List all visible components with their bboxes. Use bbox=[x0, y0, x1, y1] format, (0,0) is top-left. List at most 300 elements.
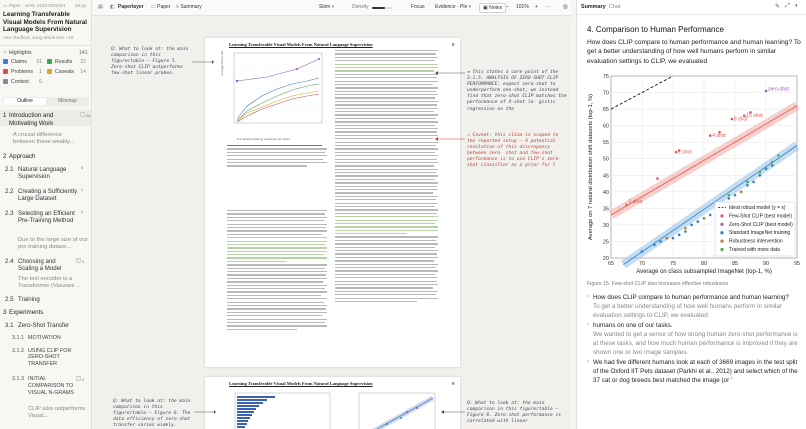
summary-button[interactable] bbox=[176, 4, 202, 10]
text-line bbox=[335, 108, 438, 109]
bullet-detail: We wanted to get a sense of how strong human zero-shot performance is at these tasks, and how much human performance is improved if they are shown one or two image samples. bbox=[593, 331, 798, 356]
legend-label: Standard ImageNet training bbox=[729, 230, 791, 237]
outline-num: 1 bbox=[3, 112, 7, 119]
pdf-page-9 bbox=[205, 377, 460, 429]
figure-15-chart bbox=[585, 72, 803, 279]
text-line bbox=[227, 319, 327, 320]
text-line bbox=[335, 213, 437, 214]
highlight-filter-count: 1 bbox=[39, 69, 42, 75]
right-column-text bbox=[335, 50, 438, 304]
tab-chat[interactable]: Chat bbox=[609, 4, 621, 10]
text-line bbox=[335, 97, 435, 98]
highlighted-line[interactable] bbox=[227, 254, 324, 255]
text-line bbox=[227, 285, 327, 286]
outline-num: 2.3 bbox=[5, 210, 14, 217]
x-tick-label: 75 bbox=[669, 261, 677, 267]
text-line bbox=[335, 274, 435, 275]
bullet-icon: › bbox=[587, 358, 590, 365]
text-line bbox=[335, 182, 438, 183]
summary-panel bbox=[576, 0, 806, 429]
legend-label: Robustness intervention bbox=[729, 238, 783, 245]
outline-item-motivation[interactable]: MOTIVATION bbox=[28, 335, 61, 341]
divider bbox=[0, 45, 92, 46]
y-tick-label: 65 bbox=[602, 107, 609, 114]
highlight-filter-claims[interactable] bbox=[3, 59, 45, 67]
badge-group bbox=[76, 258, 84, 264]
bullet-detail: To get a better understanding of how well humans perform in similar evaluation settings to CLIP, we evaluated bbox=[593, 303, 783, 319]
page-number: 8 bbox=[452, 42, 455, 47]
x-axis-label: Average on class subsampled ImageNet (top-1, %) bbox=[636, 269, 772, 275]
text-line bbox=[335, 175, 438, 176]
outline-item-ngrams[interactable]: INITIAL COMPARISON TO VISUAL N-GRAMS bbox=[28, 376, 74, 397]
text-line bbox=[227, 210, 327, 211]
section-intro: How does CLIP compare to human performance and human learning? To get a better understanding of how well humans perform in similar evaluation settings to CLIP, we evaluated bbox=[587, 39, 801, 65]
data-point bbox=[672, 237, 675, 240]
evidence-button[interactable] bbox=[435, 4, 471, 10]
flag-icon bbox=[80, 112, 85, 117]
bullet-icon: › bbox=[587, 321, 590, 328]
legend-marker bbox=[720, 240, 723, 243]
text-line bbox=[335, 145, 436, 146]
highlighted-line[interactable] bbox=[335, 233, 407, 234]
point-label: zero-shot bbox=[768, 86, 789, 93]
list-icon: ≡ bbox=[176, 4, 179, 10]
tab-minimap[interactable]: Minimap bbox=[58, 98, 77, 104]
outline-item-natural-language[interactable]: Natural Language Supervision bbox=[18, 166, 67, 181]
color-swatch bbox=[3, 69, 8, 74]
figure-5-plot bbox=[227, 51, 327, 137]
text-line bbox=[227, 152, 325, 153]
text-line bbox=[227, 159, 323, 160]
text-line bbox=[227, 329, 297, 330]
color-swatch bbox=[47, 59, 52, 64]
text-line bbox=[335, 114, 438, 115]
notes-label: Notes bbox=[489, 5, 503, 11]
text-line bbox=[335, 301, 417, 302]
density-slider[interactable] bbox=[372, 7, 392, 9]
annotation-claim[interactable]: ★ This states a core point of the 3.1.5. ANALYSIS OF ZERO-SHOT CLIP PERFORMANCE: expect zero-shot to underperform one-shot, we instead find that zero-shot CLIP matches the performance of 4-shot lo- gistic regression on the bbox=[467, 70, 567, 112]
x-tick-label: 90 bbox=[762, 261, 770, 267]
text-line bbox=[335, 138, 433, 139]
data-point bbox=[728, 194, 731, 197]
text-line bbox=[227, 264, 327, 265]
text-line bbox=[227, 234, 322, 235]
y-tick-label: 30 bbox=[602, 222, 609, 229]
logo-icon: ◧ bbox=[110, 4, 115, 10]
color-swatch bbox=[47, 69, 52, 74]
annotation-question[interactable]: Q: What to look at: the main comparison in this figure/table — Figure 6. The data efficiency of zero-shot transfer varies widely. bbox=[113, 399, 191, 429]
text-line bbox=[335, 192, 433, 193]
outline-num: 3.1.2 bbox=[12, 348, 24, 354]
data-point bbox=[765, 167, 768, 170]
highlight-filter-count: 31 bbox=[36, 59, 42, 65]
left-column-text bbox=[227, 210, 327, 332]
text-line bbox=[335, 87, 438, 88]
reader-toolbar bbox=[93, 0, 571, 16]
text-line bbox=[227, 305, 327, 306]
data-point bbox=[728, 197, 731, 200]
sidebar-tabs bbox=[3, 97, 89, 106]
x-tick-label: 65 bbox=[607, 261, 615, 267]
data-point bbox=[759, 171, 762, 174]
more-button[interactable]: ··· bbox=[545, 4, 550, 10]
text-line bbox=[335, 159, 437, 160]
data-point bbox=[709, 214, 712, 217]
highlights-label: Highlights bbox=[8, 50, 32, 56]
divider bbox=[577, 14, 806, 15]
bullet-title: We had five different humans look at each of 3669 images in the test split of the Oxford IIT Pets dataset (Parkhi et al., 2012) and select which of the 37 cat or dog breeds best matched the image (or ' bbox=[593, 359, 798, 384]
annotation-arrow bbox=[435, 68, 465, 78]
outline-desc: The text encoder is a Transformer (Vaswani ... bbox=[18, 276, 81, 290]
data-point bbox=[709, 134, 712, 137]
list-item[interactable] bbox=[587, 293, 802, 320]
outline-num: 2 bbox=[3, 153, 7, 160]
y-tick-label: 35 bbox=[602, 206, 609, 213]
text-line bbox=[335, 118, 436, 119]
edit-icon[interactable]: ✎ bbox=[775, 4, 781, 10]
data-point bbox=[703, 217, 706, 220]
text-line bbox=[335, 131, 437, 132]
text-line bbox=[335, 169, 438, 170]
text-line bbox=[227, 227, 326, 228]
text-line bbox=[335, 298, 438, 299]
outline-item-introduction[interactable]: Introduction and Motivating Work bbox=[9, 112, 54, 127]
outline-item-pretraining[interactable]: Selecting an Efficient Pre-Training Method bbox=[18, 210, 75, 225]
data-point bbox=[777, 154, 780, 157]
expand-icon[interactable]: ⤢ bbox=[785, 3, 790, 9]
legend-marker bbox=[720, 231, 723, 234]
text-line bbox=[335, 179, 435, 180]
outline-num: 3.1 bbox=[5, 322, 14, 329]
list-item[interactable] bbox=[587, 358, 802, 385]
annotation-question[interactable]: Q: What to look at: the main comparison in this figure/table — Figure 5. Zero-shot CLIP outperforms few-shot linear probes. bbox=[111, 47, 189, 77]
highlighted-line[interactable] bbox=[335, 216, 438, 217]
density-slider-fill bbox=[372, 7, 385, 9]
legend-label: Trained with more data bbox=[729, 247, 780, 253]
highlights-count: 141 bbox=[79, 50, 88, 56]
y-tick-label: 60 bbox=[602, 123, 609, 130]
highlighted-line[interactable] bbox=[227, 251, 327, 252]
text-line bbox=[335, 253, 437, 254]
point-label: 2 shot bbox=[678, 149, 692, 156]
text-line bbox=[335, 125, 435, 126]
text-line bbox=[335, 162, 438, 163]
pdf-reader[interactable] bbox=[93, 17, 571, 429]
text-line bbox=[335, 257, 438, 258]
tab-summary[interactable]: Summary bbox=[581, 4, 606, 10]
text-line bbox=[335, 243, 438, 244]
list-item[interactable] bbox=[587, 321, 802, 357]
page-count: 48 pp bbox=[75, 3, 87, 8]
legend-marker bbox=[720, 214, 723, 217]
text-line bbox=[335, 260, 434, 261]
y-tick-label: 25 bbox=[602, 239, 609, 246]
point-label: 16 shot bbox=[746, 113, 763, 120]
text-line bbox=[227, 315, 322, 316]
y-tick-label: 50 bbox=[602, 156, 609, 163]
pdf-page-8 bbox=[205, 38, 460, 367]
breadcrumb[interactable]: ▭ Paper · arXiv 2103.00020v1 bbox=[3, 3, 66, 8]
text-line bbox=[335, 294, 436, 295]
highlighted-line[interactable] bbox=[227, 257, 327, 258]
figure-6-bars bbox=[227, 390, 337, 429]
text-line bbox=[335, 250, 438, 251]
y-tick-label: 70 bbox=[602, 90, 609, 97]
outline-badge: 24 bbox=[86, 114, 90, 118]
text-line bbox=[335, 196, 438, 197]
evidence-label: Evidence · Pin bbox=[435, 4, 468, 10]
text-line bbox=[227, 155, 327, 156]
notes-icon: ▣ bbox=[483, 5, 488, 11]
x-tick-label: 80 bbox=[700, 261, 708, 267]
text-line bbox=[227, 281, 323, 282]
zoom-out-button[interactable]: – bbox=[506, 4, 509, 10]
paper-title: Learning Transferable Visual Models From Natural Language Supervision bbox=[3, 11, 88, 34]
data-point bbox=[771, 164, 774, 167]
annotation-caveat[interactable]: ⚠ Caveat: this claim is scoped to the reported setup — A potential resolution of this discrepancy between zero- shot and few-shot performance is to use CLIP's zero- shot classifier as a prior for t bbox=[467, 133, 562, 169]
text-line bbox=[227, 308, 326, 309]
legend-label: Ideal robust model (y = x) bbox=[729, 205, 786, 211]
text-line bbox=[335, 74, 438, 75]
highlighted-line[interactable] bbox=[335, 220, 438, 221]
text-line bbox=[227, 298, 327, 299]
legend-marker bbox=[720, 248, 723, 251]
text-line bbox=[335, 291, 438, 292]
text-line bbox=[335, 57, 438, 58]
text-line bbox=[335, 172, 436, 173]
x-tick-label: 85 bbox=[731, 261, 739, 267]
highlight-filter-count: 22 bbox=[80, 59, 86, 65]
outline-item-scaling[interactable]: Choosing and Scaling a Model bbox=[18, 258, 62, 273]
highlight-filter-label: Problems bbox=[11, 69, 33, 75]
highlight-filter-count: 6 bbox=[39, 79, 42, 85]
breadcrumb-root[interactable]: Paper bbox=[8, 3, 21, 8]
text-line bbox=[335, 264, 438, 265]
text-line bbox=[335, 236, 438, 237]
data-point bbox=[641, 250, 644, 253]
sidebar-toggle-icon[interactable]: ▤ bbox=[98, 4, 103, 10]
text-line bbox=[227, 288, 325, 289]
text-line bbox=[227, 325, 327, 326]
focus-button[interactable]: Focus bbox=[411, 4, 425, 10]
tab-outline[interactable]: Outline bbox=[4, 98, 46, 105]
badge-group bbox=[76, 376, 84, 382]
data-point bbox=[666, 237, 669, 240]
data-point bbox=[690, 224, 693, 227]
highlighted-line[interactable] bbox=[335, 226, 438, 227]
skim-label: Skim bbox=[319, 4, 331, 10]
y-tick-label: 40 bbox=[602, 189, 609, 196]
point-label: 4 shot bbox=[712, 132, 726, 139]
data-point bbox=[656, 177, 659, 180]
outline-badge: 2 bbox=[81, 210, 83, 214]
outline-item-using-clip[interactable]: USING CLIP FOR ZERO-SHOT TRANSFER bbox=[28, 348, 72, 367]
y-axis-label: Average on 7 natural distribution shift datasets (top-1, %) bbox=[588, 93, 594, 241]
paper-button[interactable] bbox=[151, 4, 170, 10]
text-line bbox=[227, 165, 307, 166]
outline-badge: 5 bbox=[81, 166, 83, 170]
text-line bbox=[335, 111, 434, 112]
text-line bbox=[335, 284, 438, 285]
text-line bbox=[335, 270, 438, 271]
text-line bbox=[227, 162, 327, 163]
data-point bbox=[759, 174, 762, 177]
outline-num: 3.1.3 bbox=[12, 376, 24, 382]
text-line bbox=[335, 155, 438, 156]
text-line bbox=[227, 230, 327, 231]
data-point bbox=[771, 161, 774, 164]
text-line bbox=[335, 267, 436, 268]
text-line bbox=[335, 60, 435, 61]
chevron-down-icon: ▾ bbox=[468, 4, 472, 10]
highlighted-line[interactable] bbox=[335, 67, 438, 68]
data-point bbox=[746, 184, 749, 187]
text-line bbox=[335, 152, 435, 153]
y-tick-label: 55 bbox=[602, 140, 609, 147]
skim-button[interactable] bbox=[319, 4, 334, 10]
outline-num: 2.5 bbox=[5, 296, 14, 303]
data-point bbox=[731, 118, 734, 121]
text-line bbox=[335, 209, 438, 210]
document-icon: ▭ bbox=[3, 3, 8, 8]
flag-icon bbox=[76, 376, 81, 381]
outline-num: 3 bbox=[3, 309, 7, 316]
highlight-filter-context[interactable] bbox=[3, 79, 45, 87]
summary-list bbox=[587, 293, 802, 385]
text-line bbox=[227, 291, 327, 292]
text-line bbox=[227, 271, 327, 272]
text-line bbox=[335, 277, 438, 278]
y-tick-label: 20 bbox=[602, 256, 609, 262]
highlighted-line[interactable] bbox=[227, 244, 325, 245]
highlight-filter-results[interactable] bbox=[47, 59, 89, 67]
text-line bbox=[335, 281, 437, 282]
highlighted-line[interactable] bbox=[335, 230, 438, 231]
text-line bbox=[335, 287, 433, 288]
data-point bbox=[678, 234, 681, 237]
text-line bbox=[335, 142, 438, 143]
outline-item-dataset[interactable]: Creating a Sufficiently Large Dataset bbox=[18, 188, 78, 203]
left-sidebar bbox=[0, 0, 92, 429]
text-line bbox=[227, 217, 327, 218]
paper-authors: Alec Radford, Jong Wook Kim +10 bbox=[3, 35, 74, 40]
annotation-arrow bbox=[435, 134, 465, 144]
text-line bbox=[335, 186, 437, 187]
highlight-filter-label: Context bbox=[11, 79, 29, 85]
highlighted-line[interactable] bbox=[227, 247, 327, 248]
text-line bbox=[227, 278, 327, 279]
text-line bbox=[335, 165, 434, 166]
outline-desc: Due to the large size of our pre-training datase... bbox=[18, 237, 88, 251]
legend-label: Zero-Shot CLIP (best model) bbox=[729, 221, 793, 228]
outline-num: 2.4 bbox=[5, 258, 14, 265]
text-line bbox=[227, 322, 325, 323]
figure-8-scatter bbox=[357, 390, 437, 429]
data-point bbox=[697, 220, 700, 223]
data-point bbox=[765, 90, 768, 93]
notes-toggle[interactable] bbox=[479, 3, 506, 13]
text-line bbox=[335, 199, 436, 200]
app-logo: Paperlayer bbox=[118, 4, 144, 10]
text-line bbox=[335, 148, 438, 149]
legend-label: Few-Shot CLIP (best model) bbox=[729, 213, 792, 220]
annotation-arrow bbox=[441, 407, 465, 417]
text-line bbox=[335, 189, 438, 190]
highlight-filter-problems[interactable] bbox=[3, 69, 45, 77]
highlighted-line[interactable] bbox=[335, 223, 435, 224]
outline-num: 2.1 bbox=[5, 166, 14, 173]
highlight-filter-count: 14 bbox=[80, 69, 86, 75]
data-point bbox=[625, 204, 628, 207]
flag-icon bbox=[76, 258, 81, 263]
theme-icon[interactable]: ◐ bbox=[795, 3, 799, 9]
text-line bbox=[227, 224, 327, 225]
text-line bbox=[335, 104, 437, 105]
bullet-title: humans on one of our tasks. bbox=[593, 322, 673, 329]
data-point bbox=[653, 243, 656, 246]
highlighted-line[interactable] bbox=[227, 261, 287, 262]
point-label: 8 shot bbox=[733, 116, 748, 123]
y-tick-label: 75 bbox=[602, 74, 609, 80]
highlight-filter-caveats[interactable] bbox=[47, 69, 89, 77]
text-line bbox=[227, 220, 324, 221]
highlighted-line[interactable] bbox=[335, 64, 438, 65]
panel-toggle-icon[interactable]: ▥ bbox=[563, 4, 568, 10]
outline-num: 2.2 bbox=[5, 188, 14, 195]
page-header: Learning Transferable Visual Models From Natural Language Supervision bbox=[229, 42, 373, 47]
annotation-question[interactable]: Q: What to look at: the main comparison in this figure/table — Figure 8. Zero-shot performance is correlated with linear bbox=[467, 401, 562, 425]
text-line bbox=[335, 53, 436, 54]
page-icon: ▭ bbox=[151, 4, 156, 10]
text-line bbox=[335, 81, 438, 82]
section-heading: 4. Comparison to Human Performance bbox=[587, 25, 724, 34]
badge-group bbox=[80, 112, 90, 118]
highlighted-line[interactable] bbox=[335, 70, 434, 71]
figure-caption: Figure 15. Few-shot CLIP also increases effective robustness bbox=[587, 281, 729, 287]
text-line bbox=[227, 312, 327, 313]
density-label: Density bbox=[352, 4, 369, 10]
figure-caption-block bbox=[227, 145, 327, 169]
outline-item-experiments[interactable]: Experiments bbox=[9, 309, 44, 316]
breadcrumb-id: arXiv 2103.00020v1 bbox=[24, 3, 66, 8]
text-line bbox=[335, 128, 438, 129]
highlighted-line[interactable] bbox=[227, 237, 327, 238]
highlighted-line[interactable] bbox=[227, 241, 327, 242]
text-line bbox=[227, 145, 322, 146]
text-line bbox=[227, 268, 325, 269]
outline-item-approach[interactable]: Approach bbox=[9, 153, 36, 160]
outline-badge: 1 bbox=[81, 188, 83, 192]
text-line bbox=[227, 213, 325, 214]
highlight-filter-label: Claims bbox=[11, 59, 27, 65]
data-point bbox=[675, 151, 678, 154]
outline-item-zero-shot-transfer[interactable]: Zero-Shot Transfer bbox=[18, 322, 70, 329]
highlight-icon: ✎ bbox=[3, 50, 8, 56]
color-swatch bbox=[3, 79, 8, 84]
outline-item-training[interactable]: Training bbox=[18, 296, 40, 303]
chevron-down-icon: ▾ bbox=[331, 4, 335, 10]
data-point bbox=[740, 191, 743, 194]
text-line bbox=[335, 91, 436, 92]
highlights-header[interactable] bbox=[3, 50, 32, 56]
text-line bbox=[335, 84, 433, 85]
paper-button-label: Paper bbox=[157, 4, 171, 10]
outline-desc: CLIP also outperforms Visual... bbox=[28, 406, 86, 420]
data-point bbox=[734, 194, 737, 197]
bullet-icon: › bbox=[587, 293, 590, 300]
zoom-in-button[interactable]: + bbox=[535, 4, 538, 10]
text-line bbox=[335, 94, 438, 95]
